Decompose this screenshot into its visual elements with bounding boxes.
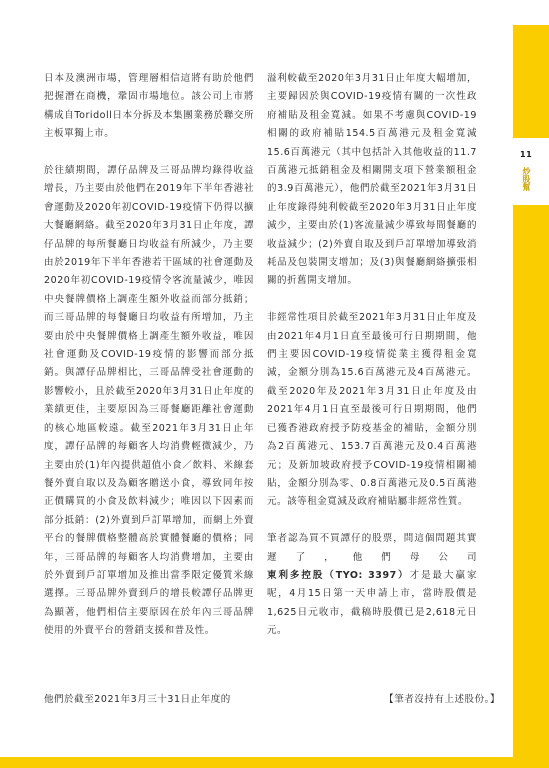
right-paragraph-3	[267, 530, 477, 640]
left-column	[44, 70, 254, 641]
section-tag: 炒股幫	[522, 167, 531, 191]
left-continuation-line: 他們於截至2021年3月三十31日止年度的	[44, 694, 231, 705]
right-paragraph-1: 溢利較截至2020年3月31日止年度大幅增加，主要歸因於與COVID-19疫情有關的一次性政府補貼及租金寬減。如果不考慮與COVID-19相關的政府補貼154.5百萬港元及租金寬減15.6百萬港元（其中包括計入其他收益的11.7百萬港元抵銷租金及相關開支項下營業額租金的3.9百萬港元），他們於截至2021年3月31日止年度錄得純利較截至2020年3月31日止年度減少，主要由於(1)客流量減少導致每間餐廳的收益減少；(2)外賣自取及到戶訂單增加導致消耗品及包裝開支增加；及(3)與餐廳網絡擴張相關的折舊開支增加。	[267, 73, 477, 287]
right-column	[267, 70, 477, 641]
yellow-bottom-bar	[0, 757, 549, 768]
paragraph-text-tail: 才是最大贏家呢，4月15日第一天申請上市，當時股價是1,625日元收市，截稿時股價已是2,618元日元。	[267, 569, 477, 637]
company-name-highlight: 東利多控股（TYO: 3397）	[267, 569, 410, 581]
paragraph-text-lead: 筆者認為買不買譚仔的股票，問這個問題其實遲了，他們母公司	[267, 533, 477, 563]
yellow-side-band	[513, 25, 549, 768]
right-paragraph-2: 非經常性項目於截至2021年3月31日止年度及由2021年4月1日直至最後可行日期期間，他們主要因COVID-19疫情從業主獲得租金寬減，金額分別為15.6百萬港元及4百萬港元。截至2020年及2021年3月31日止年度及由2021年4月1日直至最後可行日期期間，他們已獲香港政府授予防疫基金的補貼，金額分別為2百萬港元、153.7百萬港元及0.4百萬港元；及新加坡政府授予COVID-19疫情相關補貼，金額分別為零、0.8百萬港元及0.5百萬港元。該等租金寬減及政府補貼屬非經常性質。	[267, 312, 477, 508]
disclaimer-note: 【筆者沒持有上述股份。】	[384, 694, 500, 705]
left-paragraph-1: 日本及澳洲市場，管理層相信這將有助於他們把握潛在商機，鞏固市場地位。該公司上市將構成自Toridoll日本分拆及本集團業務於聯交所主板單獨上市。	[44, 73, 254, 140]
left-paragraph-2: 於往績期間，譚仔品牌及三哥品牌均錄得收益增長，乃主要由於他們在2019年下半年香港社會運動及2020年初COVID-19疫情下仍得以擴大餐廳網絡。截至2020年3月31日止年度，譚仔品牌的每所餐廳日均收益有所減少，乃主要由於2019年下半年香港若干區域的社會運動及2020年初COVID-19疫情令客流量減少，唯因中央餐牌價格上調產生額外收益而部分抵銷；而三哥品牌的每餐廳日均收益有所增加，乃主要由於中央餐牌價格上調產生額外收益，唯因社會運動及COVID-19疫情的影響而部分抵銷。與譚仔品牌相比，三哥品牌受社會運動的影響較小，且於截至2020年3月31日止年度的業績更佳，主要原因為三哥餐廳距離社會運動的核心地區較遠。截至2021年3月31日止年度，譚仔品牌的每顧客人均消費輕微減少，乃主要由於(1)年內提供超值小食／飲料、米線套餐外賣自取以及為顧客贈送小食，導致同年按正價購買的小食及飲料減少；唯因以下因素而部分抵銷：(2)外賣到戶訂單增加，而網上外賣平台的餐牌價格整體高於實體餐廳的價格；同年，三哥品牌的每顧客人均消費增加，主要由於外賣到戶訂單增加及推出當季限定優質米線選擇。三哥品牌外賣到戶的增長較譚仔品牌更為顯著，他們相信主要原因在於年內三哥品牌使用的外賣平台的營銷支援和普及性。	[44, 165, 254, 637]
page-number: 11	[520, 150, 533, 159]
